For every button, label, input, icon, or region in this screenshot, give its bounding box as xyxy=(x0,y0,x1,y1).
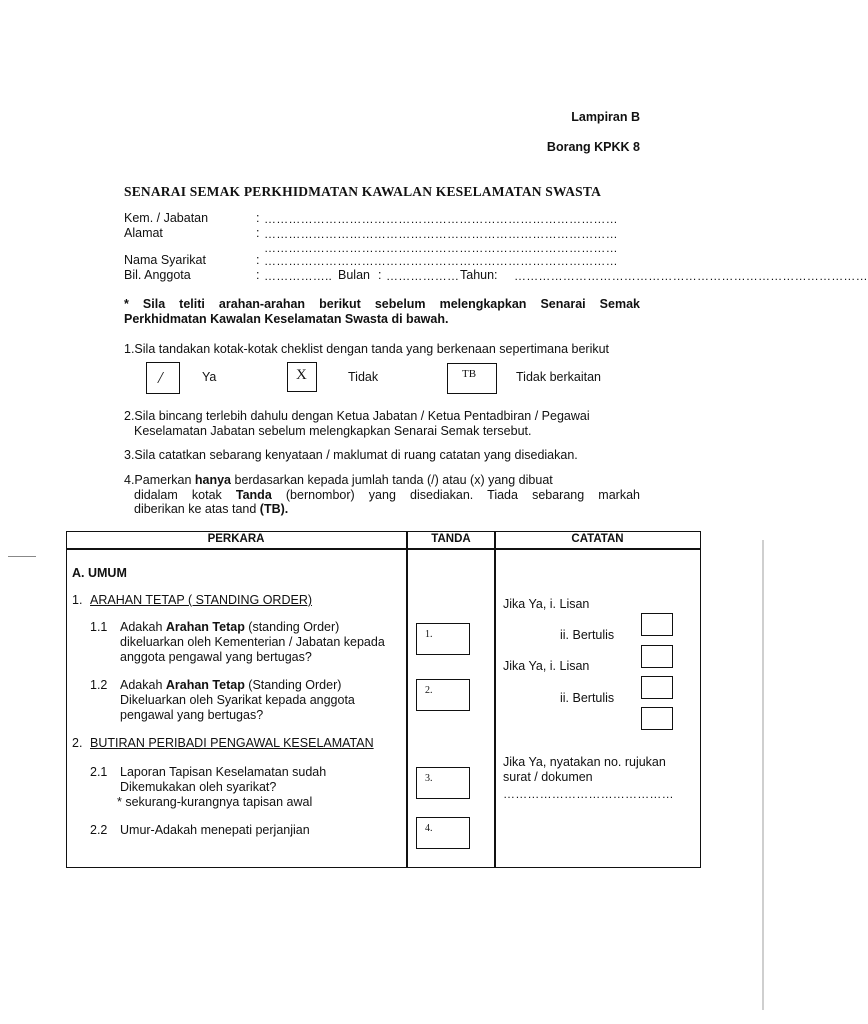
item-1-1-line3: anggota pengawal yang bertugas? xyxy=(120,650,312,664)
instruction-4-text: 4.Pamerkan xyxy=(124,473,195,487)
instruction-4-line3 xyxy=(134,502,288,516)
tanda-box-3[interactable] xyxy=(416,767,470,799)
item-1-2-line1 xyxy=(120,678,341,692)
col-header-tanda: TANDA xyxy=(431,533,471,545)
instruction-4-text: didalam kotak xyxy=(134,488,236,502)
item-1-2-line2: Dikeluarkan oleh Syarikat kepada anggota xyxy=(120,693,355,707)
legend-tb-mark: TB xyxy=(462,368,477,380)
bil-label: Bil. Anggota xyxy=(124,268,191,282)
colon: : xyxy=(256,211,260,225)
legend-ya-label: Ya xyxy=(202,370,217,384)
bulan-label: Bulan xyxy=(338,268,370,282)
item-2-2-line1: Umur-Adakah menepati perjanjian xyxy=(120,823,310,837)
instruction-4-line1 xyxy=(124,473,553,487)
bulan-input-line[interactable]: ……………… xyxy=(386,269,460,283)
tanda-box-number: 2. xyxy=(425,685,433,696)
alamat-label: Alamat xyxy=(124,226,163,240)
page-title: SENARAI SEMAK PERKHIDMATAN KAWALAN KESELAMATAN SWASTA xyxy=(124,184,602,199)
catatan-2-lisan-label: Jika Ya, i. Lisan xyxy=(503,659,590,673)
item-1-1-number: 1.1 xyxy=(90,620,108,634)
catatan-1-bertulis-checkbox[interactable] xyxy=(641,645,673,668)
instruction-1: 1.Sila tandakan kotak-kotak cheklist dengan tanda yang berkenaan sepertimana berikut xyxy=(124,342,610,356)
instruction-4-text: (bernombor) yang disediakan. Tiada sebarang markah xyxy=(271,488,640,502)
item-1-1-line1 xyxy=(120,620,339,634)
bil-input-line[interactable]: …………….. xyxy=(264,269,333,283)
lampiran-label: Lampiran B xyxy=(571,110,640,124)
scan-edge-artifact xyxy=(762,540,764,1010)
item-2-1-line3: * sekurang-kurangnya tapisan awal xyxy=(117,795,313,809)
table-col-divider xyxy=(406,531,408,867)
colon: : xyxy=(256,226,260,240)
item-2-2-number: 2.2 xyxy=(90,823,108,837)
section-a-heading: A. UMUM xyxy=(72,566,127,580)
item-2-1-number: 2.1 xyxy=(90,765,108,779)
item-2-1-line1: Laporan Tapisan Keselamatan sudah xyxy=(120,765,327,779)
colon: : xyxy=(256,253,260,267)
alamat-input-line-1[interactable]: …………………………………………………………………………… xyxy=(264,227,618,241)
tanda-box-2[interactable] xyxy=(416,679,470,711)
catatan-3-input-line[interactable]: …………………………………… xyxy=(503,787,674,801)
catatan-3-line1: Jika Ya, nyatakan no. rujukan xyxy=(503,755,666,769)
item-1-2-number: 1.2 xyxy=(90,678,108,692)
catatan-2-bertulis-checkbox[interactable] xyxy=(641,707,673,730)
nama-label: Nama Syarikat xyxy=(124,253,206,267)
catatan-2-lisan-checkbox[interactable] xyxy=(641,676,673,699)
instruction-4-text: diberikan ke atas tand xyxy=(134,502,260,516)
item-text: Adakah xyxy=(120,678,166,692)
catatan-1-lisan-label: Jika Ya, i. Lisan xyxy=(503,597,590,611)
instruction-4-line2 xyxy=(134,488,640,502)
item-2-1-line2: Dikemukakan oleh syarikat? xyxy=(120,780,277,794)
tanda-box-number: 3. xyxy=(425,773,433,784)
catatan-1-bertulis-label: ii. Bertulis xyxy=(560,628,615,642)
section-2-title: BUTIRAN PERIBADI PENGAWAL KESELAMATAN xyxy=(90,736,374,750)
instruction-3: 3.Sila catatkan sebarang kenyataan / maklumat di ruang catatan yang disediakan. xyxy=(124,448,578,462)
legend-tidak-label: Tidak xyxy=(348,370,379,384)
catatan-1-lisan-checkbox[interactable] xyxy=(641,613,673,636)
instruction-2-line2: Keselamatan Jabatan sebelum melengkapkan Senarai Semak tersebut. xyxy=(134,424,532,438)
table-header-divider xyxy=(66,548,701,550)
item-text: Adakah xyxy=(120,620,166,634)
instruction-2-line1: 2.Sila bincang terlebih dahulu dengan Ketua Jabatan / Ketua Pentadbiran / Pegawai xyxy=(124,409,590,423)
col-header-perkara: PERKARA xyxy=(207,533,265,545)
section-1-title: ARAHAN TETAP ( STANDING ORDER) xyxy=(90,593,313,607)
item-bold: Arahan Tetap xyxy=(165,678,245,692)
tahun-label: Tahun: xyxy=(460,268,498,282)
item-text: (Standing Order) xyxy=(244,678,342,692)
legend-tb-box xyxy=(447,363,497,394)
catatan-2-bertulis-label: ii. Bertulis xyxy=(560,691,615,705)
tahun-input-line[interactable]: …………………………………………………………………………… xyxy=(514,269,868,283)
borang-code: Borang KPKK 8 xyxy=(546,140,640,154)
colon: : xyxy=(378,268,382,282)
col-header-catatan: CATATAN xyxy=(571,533,624,545)
table-col-divider xyxy=(494,531,496,867)
tanda-box-1[interactable] xyxy=(416,623,470,655)
legend-tidak-box xyxy=(287,362,317,392)
item-text: (standing Order) xyxy=(244,620,340,634)
instruction-4-bold: hanya xyxy=(194,473,232,487)
legend-tidak-mark: X xyxy=(296,367,307,383)
instruction-note: * Sila teliti arahan-arahan berikut sebelum melengkapkan Senarai Semak Perkhidmatan Kawalan Keselamatan Swasta di bawah. xyxy=(124,297,640,326)
instruction-4-text: berdasarkan kepada jumlah tanda (/) atau (x) yang dibuat xyxy=(231,473,553,487)
kem-label: Kem. / Jabatan xyxy=(124,211,209,225)
tanda-box-number: 1. xyxy=(425,629,433,640)
catatan-3-line2: surat / dokumen xyxy=(503,770,593,784)
legend-ya-box xyxy=(146,362,180,394)
section-1-number: 1. xyxy=(72,593,83,607)
tanda-box-4[interactable] xyxy=(416,817,470,849)
item-1-2-line3: pengawal yang bertugas? xyxy=(120,708,264,722)
instruction-4-bold: (TB). xyxy=(259,502,289,516)
nama-input-line[interactable]: …………………………………………………………………………… xyxy=(264,254,618,268)
colon: : xyxy=(256,268,260,282)
legend-ya-mark: / xyxy=(158,368,163,387)
alamat-input-line-2[interactable]: …………………………………………………………………………… xyxy=(264,241,618,255)
kem-input-line[interactable]: …………………………………………………………………………… xyxy=(264,212,618,226)
margin-mark xyxy=(8,556,36,557)
legend-tb-label: Tidak berkaitan xyxy=(516,370,601,384)
item-bold: Arahan Tetap xyxy=(165,620,245,634)
item-1-1-line2: dikeluarkan oleh Kementerian / Jabatan kepada xyxy=(120,635,385,649)
instruction-4-bold: Tanda xyxy=(235,488,272,502)
tanda-box-number: 4. xyxy=(425,823,433,834)
section-2-number: 2. xyxy=(72,736,83,750)
